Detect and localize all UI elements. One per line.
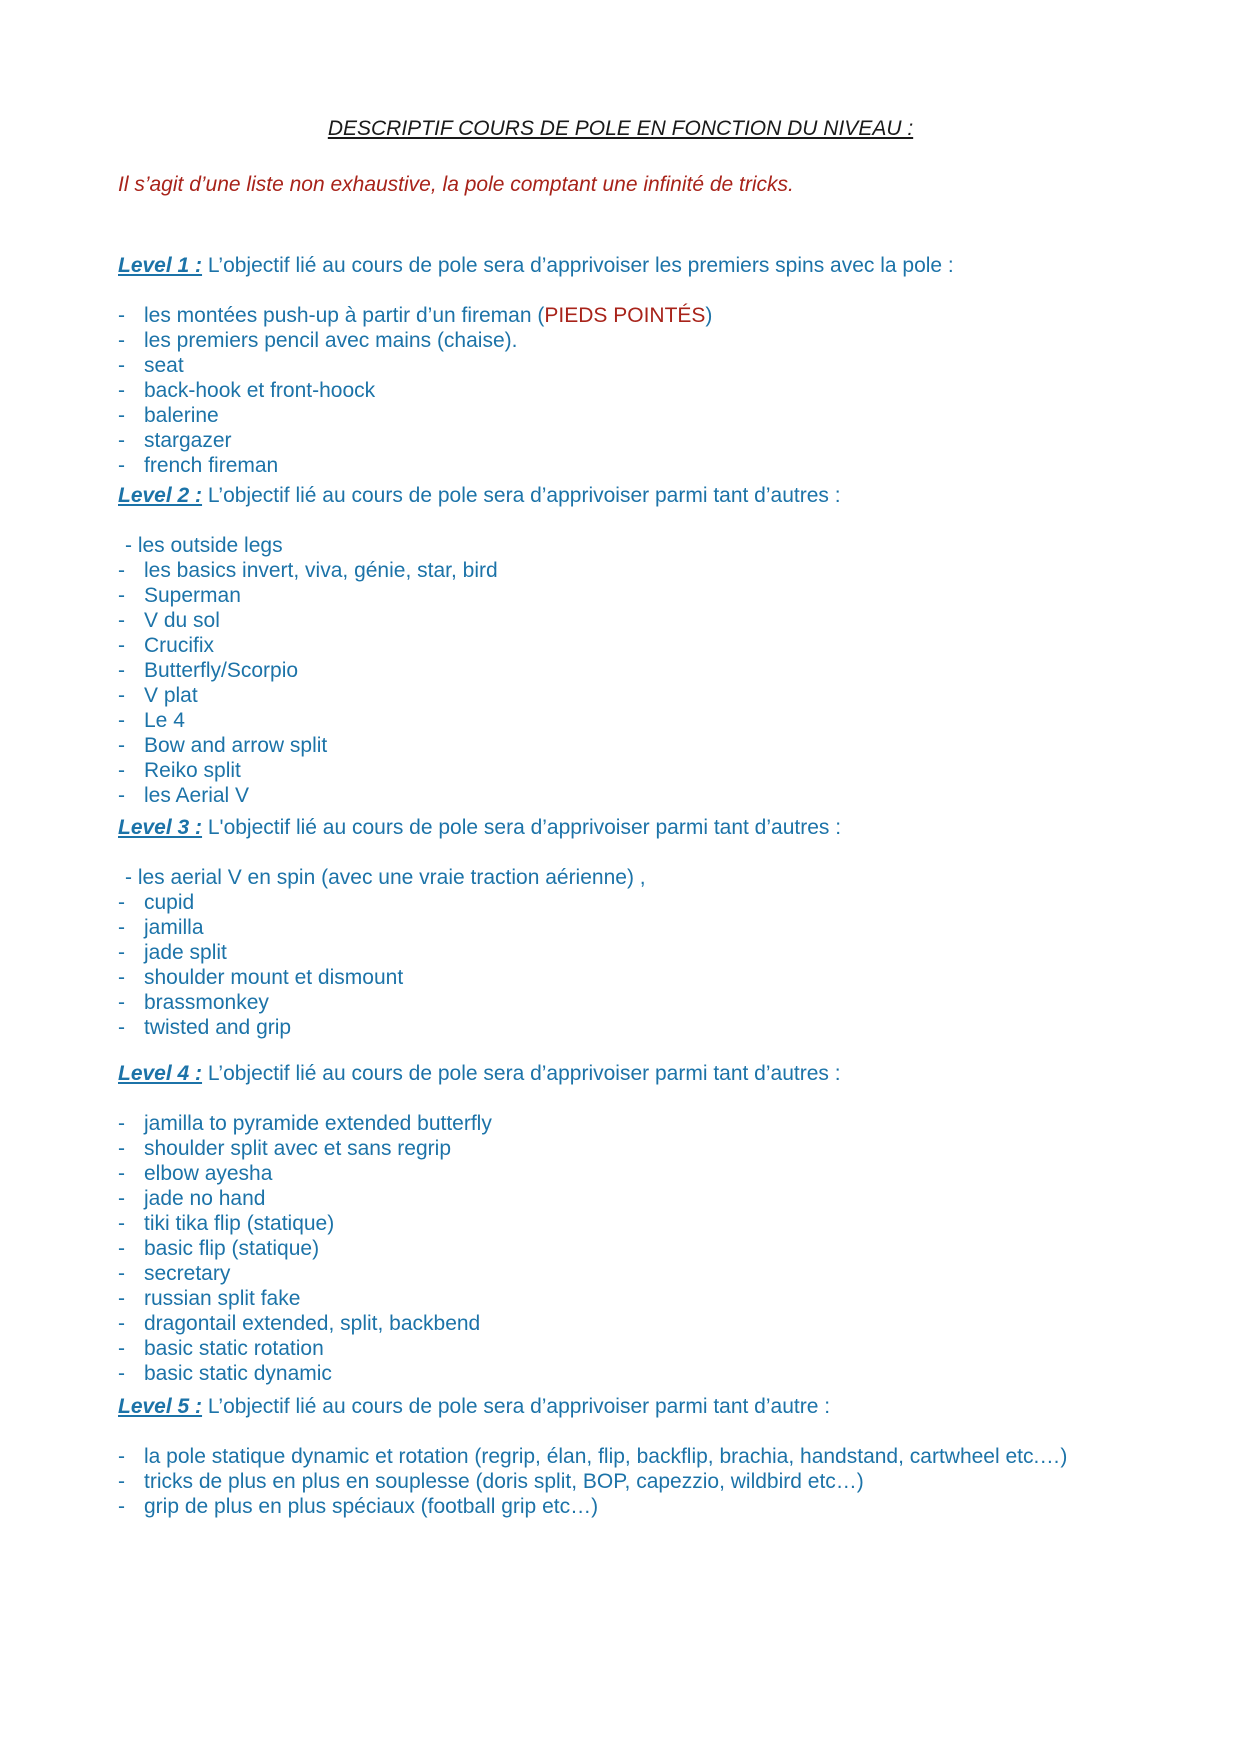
list-item bbox=[118, 353, 1128, 378]
list-item bbox=[118, 683, 1128, 708]
list-item bbox=[118, 733, 1128, 758]
dash-bullet: - bbox=[118, 991, 125, 1014]
dash-bullet: - bbox=[118, 429, 125, 452]
item-text: twisted and grip bbox=[144, 1016, 292, 1039]
dash-bullet: - bbox=[118, 1112, 125, 1135]
item-text: brassmonkey bbox=[144, 991, 269, 1014]
level-label: Level 3 : bbox=[118, 816, 203, 839]
level-intro: L’objectif lié au cours de pole sera d’apprivoiser les premiers spins avec la pole : bbox=[202, 254, 954, 277]
item-text: cupid bbox=[144, 891, 195, 914]
dash-bullet: - bbox=[118, 1495, 125, 1518]
item-text: elbow ayesha bbox=[144, 1162, 273, 1185]
dash-bullet: - bbox=[118, 709, 125, 732]
list-item bbox=[118, 1469, 1128, 1494]
dash-bullet: - bbox=[118, 966, 125, 989]
level-heading bbox=[118, 1061, 1128, 1086]
level-section-4 bbox=[118, 1061, 1128, 1386]
list-item bbox=[118, 915, 1128, 940]
level-label: Level 2 : bbox=[118, 484, 203, 507]
list-item bbox=[118, 378, 1128, 403]
item-text: tricks de plus en plus en souplesse (doris split, BOP, capezzio, wildbird etc…) bbox=[144, 1470, 864, 1493]
list-item bbox=[118, 890, 1128, 915]
list-item bbox=[118, 633, 1128, 658]
dash-bullet: - bbox=[118, 1337, 125, 1360]
level-intro: L’objectif lié au cours de pole sera d’apprivoiser parmi tant d’autres : bbox=[202, 484, 841, 507]
trick-list bbox=[118, 303, 1128, 478]
list-item bbox=[118, 533, 1128, 558]
dash-bullet: - bbox=[118, 941, 125, 964]
dash-bullet: - bbox=[118, 734, 125, 757]
list-item bbox=[118, 865, 1128, 890]
item-text: basic static dynamic bbox=[144, 1362, 332, 1385]
item-text: shoulder mount et dismount bbox=[144, 966, 404, 989]
dash-bullet: - bbox=[118, 634, 125, 657]
list-item bbox=[118, 558, 1128, 583]
dash-bullet: - bbox=[118, 404, 125, 427]
dash-bullet: - bbox=[118, 891, 125, 914]
item-text: back-hook et front-hoock bbox=[144, 379, 376, 402]
list-item bbox=[118, 1361, 1128, 1386]
list-item bbox=[118, 328, 1128, 353]
item-text: basic flip (statique) bbox=[144, 1237, 320, 1260]
dash-bullet: - bbox=[118, 354, 125, 377]
list-item bbox=[118, 1286, 1128, 1311]
trick-list bbox=[118, 533, 1128, 808]
list-item bbox=[118, 303, 1128, 328]
list-item bbox=[118, 1236, 1128, 1261]
item-text: Bow and arrow split bbox=[144, 734, 328, 757]
dash-bullet: - bbox=[118, 759, 125, 782]
item-text: jamilla bbox=[144, 916, 204, 939]
item-text: les basics invert, viva, génie, star, bird bbox=[144, 559, 498, 582]
dash-bullet: - bbox=[118, 609, 125, 632]
list-item bbox=[118, 1111, 1128, 1136]
list-item bbox=[118, 1136, 1128, 1161]
item-text: Reiko split bbox=[144, 759, 241, 782]
trick-list bbox=[118, 1111, 1128, 1386]
list-item bbox=[118, 608, 1128, 633]
item-text: Butterfly/Scorpio bbox=[144, 659, 299, 682]
subtitle: Il s’agit d’une liste non exhaustive, la pole comptant une infinité de tricks. bbox=[118, 173, 794, 196]
list-item bbox=[118, 1015, 1128, 1040]
list-item bbox=[118, 758, 1128, 783]
item-text: basic static rotation bbox=[144, 1337, 324, 1360]
list-item bbox=[118, 1494, 1128, 1519]
dash-bullet: - bbox=[118, 1137, 125, 1160]
list-item bbox=[118, 428, 1128, 453]
list-item bbox=[118, 965, 1128, 990]
item-text: V plat bbox=[144, 684, 198, 707]
level-heading bbox=[118, 253, 1128, 278]
dash-bullet: - bbox=[118, 1470, 125, 1493]
list-item bbox=[118, 1186, 1128, 1211]
dash-bullet: - bbox=[118, 1312, 125, 1335]
page-title: DESCRIPTIF COURS DE POLE EN FONCTION DU NIVEAU : bbox=[327, 117, 914, 140]
level-intro: L’objectif lié au cours de pole sera d’apprivoiser parmi tant d’autre : bbox=[202, 1395, 831, 1418]
level-label: Level 5 : bbox=[118, 1395, 203, 1418]
list-item bbox=[118, 1444, 1128, 1469]
dash-bullet: - bbox=[118, 1445, 125, 1468]
item-text: Superman bbox=[144, 584, 241, 607]
dash-bullet: - bbox=[118, 304, 125, 327]
item-text: les Aerial V bbox=[144, 784, 250, 807]
list-item bbox=[118, 940, 1128, 965]
level-section-2 bbox=[118, 483, 1128, 808]
item-text: russian split fake bbox=[144, 1287, 301, 1310]
item-text: balerine bbox=[144, 404, 219, 427]
dash-bullet: - bbox=[118, 1237, 125, 1260]
list-item bbox=[118, 1161, 1128, 1186]
dash-bullet: - bbox=[118, 1162, 125, 1185]
item-text: jamilla to pyramide extended butterfly bbox=[144, 1112, 492, 1135]
dash-bullet: - bbox=[118, 379, 125, 402]
item-text: V du sol bbox=[144, 609, 220, 632]
item-text: jade split bbox=[144, 941, 227, 964]
dash-bullet: - bbox=[118, 1187, 125, 1210]
list-item bbox=[118, 1311, 1128, 1336]
level-label: Level 1 : bbox=[118, 254, 203, 277]
item-text: tiki tika flip (statique) bbox=[144, 1212, 335, 1235]
item-text: Crucifix bbox=[144, 634, 215, 657]
level-heading bbox=[118, 815, 1128, 840]
dash-bullet: - bbox=[118, 659, 125, 682]
item-text: french fireman bbox=[144, 454, 279, 477]
level-intro: L’objectif lié au cours de pole sera d’apprivoiser parmi tant d’autres : bbox=[202, 1062, 841, 1085]
list-item bbox=[118, 783, 1128, 808]
item-text: secretary bbox=[144, 1262, 231, 1285]
list-item bbox=[118, 990, 1128, 1015]
trick-list bbox=[118, 1444, 1128, 1519]
list-item bbox=[118, 708, 1128, 733]
list-item bbox=[118, 1336, 1128, 1361]
item-text: - les aerial V en spin (avec une vraie traction aérienne) , bbox=[125, 866, 646, 889]
dash-bullet: - bbox=[118, 584, 125, 607]
level-heading bbox=[118, 1394, 1128, 1419]
trick-list bbox=[118, 865, 1128, 1040]
level-section-1 bbox=[118, 253, 1128, 478]
dash-bullet: - bbox=[118, 1287, 125, 1310]
item-text: la pole statique dynamic et rotation (regrip, élan, flip, backflip, brachia, handstand, cartwheel etc.…) bbox=[144, 1445, 1068, 1468]
list-item bbox=[118, 1211, 1128, 1236]
item-text: dragontail extended, split, backbend bbox=[144, 1312, 481, 1335]
item-text: jade no hand bbox=[144, 1187, 266, 1210]
level-intro: L'objectif lié au cours de pole sera d’apprivoiser parmi tant d’autres : bbox=[202, 816, 842, 839]
dash-bullet: - bbox=[118, 329, 125, 352]
item-text: stargazer bbox=[144, 429, 232, 452]
item-text: les montées push-up à partir d’un fireman ( bbox=[144, 304, 545, 327]
dash-bullet: - bbox=[118, 559, 125, 582]
item-text: Le 4 bbox=[144, 709, 185, 732]
list-item bbox=[118, 583, 1128, 608]
level-heading bbox=[118, 483, 1128, 508]
list-item bbox=[118, 453, 1128, 478]
dash-bullet: - bbox=[118, 1262, 125, 1285]
level-label: Level 4 : bbox=[118, 1062, 203, 1085]
item-text: shoulder split avec et sans regrip bbox=[144, 1137, 451, 1160]
dash-bullet: - bbox=[118, 784, 125, 807]
level-section-3 bbox=[118, 815, 1128, 1040]
dash-bullet: - bbox=[118, 1362, 125, 1385]
level-section-5 bbox=[118, 1394, 1128, 1519]
dash-bullet: - bbox=[118, 1016, 125, 1039]
dash-bullet: - bbox=[118, 1212, 125, 1235]
dash-bullet: - bbox=[118, 454, 125, 477]
list-item bbox=[118, 658, 1128, 683]
dash-bullet: - bbox=[118, 916, 125, 939]
list-item bbox=[118, 403, 1128, 428]
item-text: - les outside legs bbox=[125, 534, 283, 557]
item-highlight: PIEDS POINTÉS bbox=[544, 304, 706, 327]
item-text: les premiers pencil avec mains (chaise). bbox=[144, 329, 518, 352]
item-text-after: ) bbox=[705, 304, 713, 327]
item-text: grip de plus en plus spéciaux (football grip etc…) bbox=[144, 1495, 599, 1518]
dash-bullet: - bbox=[118, 684, 125, 707]
item-text: seat bbox=[144, 354, 184, 377]
list-item bbox=[118, 1261, 1128, 1286]
